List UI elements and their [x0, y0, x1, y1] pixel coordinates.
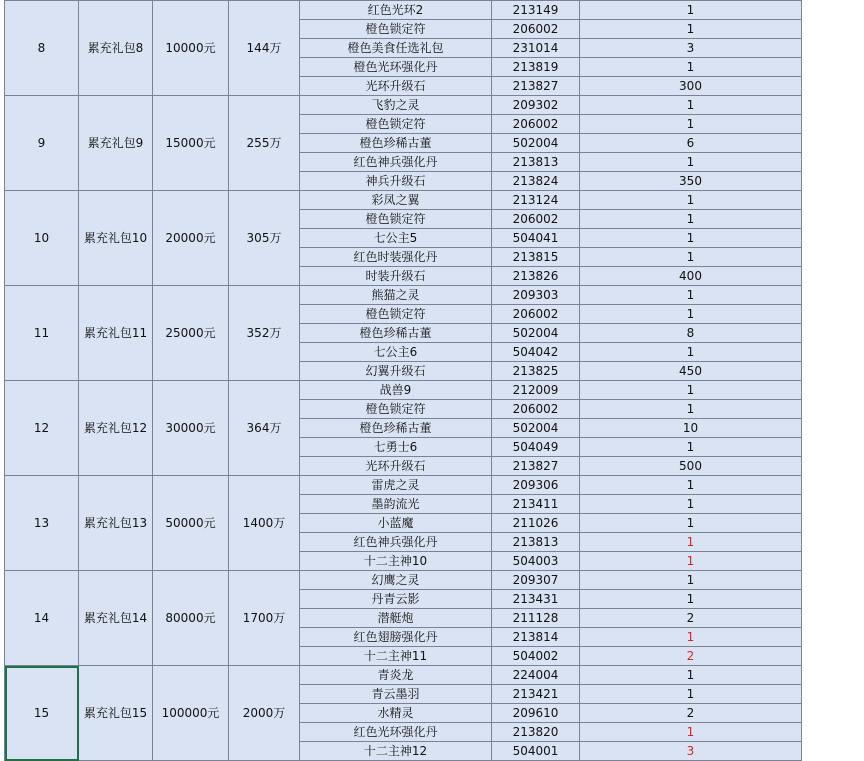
- item-id-cell[interactable]: 206002: [492, 115, 580, 134]
- item-id-cell[interactable]: 504049: [492, 438, 580, 457]
- item-qty-cell[interactable]: 2: [580, 704, 802, 723]
- item-name-cell[interactable]: 橙色锁定符: [300, 400, 492, 419]
- item-id-cell[interactable]: 211128: [492, 609, 580, 628]
- value-cell[interactable]: 255万: [229, 96, 300, 191]
- item-id-cell[interactable]: 209303: [492, 286, 580, 305]
- item-qty-cell[interactable]: 1: [580, 305, 802, 324]
- item-id-cell[interactable]: 212009: [492, 381, 580, 400]
- group-index-cell[interactable]: 15: [5, 666, 79, 761]
- item-qty-cell[interactable]: 1: [580, 571, 802, 590]
- item-id-cell[interactable]: 206002: [492, 305, 580, 324]
- item-qty-cell[interactable]: 1: [580, 476, 802, 495]
- item-name-cell[interactable]: 青炎龙: [300, 666, 492, 685]
- item-id-cell[interactable]: 211026: [492, 514, 580, 533]
- item-qty-cell[interactable]: 3: [580, 742, 802, 761]
- item-id-cell[interactable]: 504001: [492, 742, 580, 761]
- table-row: [5, 666, 802, 685]
- price-cell[interactable]: 10000元: [153, 1, 229, 96]
- item-id-cell[interactable]: 213826: [492, 267, 580, 286]
- item-name-cell[interactable]: 红色时装强化丹: [300, 248, 492, 267]
- item-name-cell[interactable]: 十二主神11: [300, 647, 492, 666]
- value-cell[interactable]: 2000万: [229, 666, 300, 761]
- item-qty-cell[interactable]: 1: [580, 495, 802, 514]
- item-name-cell[interactable]: 橙色锁定符: [300, 115, 492, 134]
- item-name-cell[interactable]: 小蓝魔: [300, 514, 492, 533]
- item-id-cell[interactable]: 209306: [492, 476, 580, 495]
- item-name-cell[interactable]: 飞豹之灵: [300, 96, 492, 115]
- group-index-cell[interactable]: 8: [5, 1, 79, 96]
- table-row: [5, 381, 802, 400]
- item-name-cell[interactable]: 七公主5: [300, 229, 492, 248]
- item-id-cell[interactable]: 213814: [492, 628, 580, 647]
- item-name-cell[interactable]: 橙色锁定符: [300, 305, 492, 324]
- price-cell[interactable]: 30000元: [153, 381, 229, 476]
- item-id-cell[interactable]: 213411: [492, 495, 580, 514]
- item-id-cell[interactable]: 504003: [492, 552, 580, 571]
- table-row: [5, 286, 802, 305]
- price-cell[interactable]: 50000元: [153, 476, 229, 571]
- item-qty-cell[interactable]: 6: [580, 134, 802, 153]
- item-name-cell[interactable]: 七公主6: [300, 343, 492, 362]
- item-name-cell[interactable]: 橙色美食任选礼包: [300, 39, 492, 58]
- item-qty-cell[interactable]: 1: [580, 590, 802, 609]
- item-qty-cell[interactable]: 1: [580, 229, 802, 248]
- package-name-cell[interactable]: 累充礼包13: [79, 476, 153, 571]
- table-body: [5, 1, 802, 761]
- value-cell[interactable]: 1400万: [229, 476, 300, 571]
- item-id-cell[interactable]: 502004: [492, 419, 580, 438]
- item-qty-cell[interactable]: 1: [580, 552, 802, 571]
- item-id-cell[interactable]: 502004: [492, 134, 580, 153]
- price-cell[interactable]: 20000元: [153, 191, 229, 286]
- item-id-cell[interactable]: 213827: [492, 77, 580, 96]
- item-id-cell[interactable]: 209302: [492, 96, 580, 115]
- package-name-cell[interactable]: 累充礼包14: [79, 571, 153, 666]
- item-name-cell[interactable]: 神兵升级石: [300, 172, 492, 191]
- item-qty-cell[interactable]: 1: [580, 96, 802, 115]
- item-id-cell[interactable]: 206002: [492, 20, 580, 39]
- item-id-cell[interactable]: 206002: [492, 210, 580, 229]
- package-name-cell[interactable]: 累充礼包11: [79, 286, 153, 381]
- item-name-cell[interactable]: 橙色光环强化丹: [300, 58, 492, 77]
- item-id-cell[interactable]: 504002: [492, 647, 580, 666]
- package-name-cell[interactable]: 累充礼包12: [79, 381, 153, 476]
- value-cell[interactable]: 305万: [229, 191, 300, 286]
- item-qty-cell[interactable]: 1: [580, 115, 802, 134]
- item-name-cell[interactable]: 红色光环强化丹: [300, 723, 492, 742]
- item-qty-cell[interactable]: 10: [580, 419, 802, 438]
- item-id-cell[interactable]: 502004: [492, 324, 580, 343]
- item-id-cell[interactable]: 213421: [492, 685, 580, 704]
- item-qty-cell[interactable]: 1: [580, 58, 802, 77]
- group-index-cell[interactable]: 11: [5, 286, 79, 381]
- table-row: [5, 571, 802, 590]
- item-id-cell[interactable]: 209610: [492, 704, 580, 723]
- item-name-cell[interactable]: 七勇士6: [300, 438, 492, 457]
- item-id-cell[interactable]: 213813: [492, 153, 580, 172]
- item-name-cell[interactable]: 丹青云影: [300, 590, 492, 609]
- item-qty-cell[interactable]: 1: [580, 343, 802, 362]
- item-qty-cell[interactable]: 1: [580, 685, 802, 704]
- value-cell[interactable]: 352万: [229, 286, 300, 381]
- item-qty-cell[interactable]: 1: [580, 1, 802, 20]
- item-name-cell[interactable]: 橙色锁定符: [300, 20, 492, 39]
- item-qty-cell[interactable]: 1: [580, 628, 802, 647]
- item-id-cell[interactable]: 213820: [492, 723, 580, 742]
- item-qty-cell[interactable]: 3: [580, 39, 802, 58]
- item-qty-cell[interactable]: 1: [580, 191, 802, 210]
- item-qty-cell[interactable]: 1: [580, 666, 802, 685]
- value-cell[interactable]: 1700万: [229, 571, 300, 666]
- item-name-cell[interactable]: 十二主神10: [300, 552, 492, 571]
- value-cell[interactable]: 364万: [229, 381, 300, 476]
- item-name-cell[interactable]: 橙色锁定符: [300, 210, 492, 229]
- item-id-cell[interactable]: 504042: [492, 343, 580, 362]
- item-qty-cell[interactable]: 500: [580, 457, 802, 476]
- item-name-cell[interactable]: 橙色珍稀古董: [300, 134, 492, 153]
- item-qty-cell[interactable]: 1: [580, 400, 802, 419]
- item-qty-cell[interactable]: 1: [580, 153, 802, 172]
- table-row: [5, 1, 802, 20]
- price-cell[interactable]: 100000元: [153, 666, 229, 761]
- item-id-cell[interactable]: 224004: [492, 666, 580, 685]
- item-name-cell[interactable]: 光环升级石: [300, 77, 492, 96]
- item-id-cell[interactable]: 213813: [492, 533, 580, 552]
- item-id-cell[interactable]: 213825: [492, 362, 580, 381]
- item-qty-cell[interactable]: 1: [580, 514, 802, 533]
- item-id-cell[interactable]: 213819: [492, 58, 580, 77]
- item-qty-cell[interactable]: 1: [580, 210, 802, 229]
- package-name-cell[interactable]: 累充礼包15: [79, 666, 153, 761]
- item-name-cell[interactable]: 红色翅膀强化丹: [300, 628, 492, 647]
- item-name-cell[interactable]: 潜艇炮: [300, 609, 492, 628]
- item-id-cell[interactable]: 231014: [492, 39, 580, 58]
- item-qty-cell[interactable]: 400: [580, 267, 802, 286]
- package-name-cell[interactable]: 累充礼包10: [79, 191, 153, 286]
- group-index-cell[interactable]: 12: [5, 381, 79, 476]
- item-qty-cell[interactable]: 8: [580, 324, 802, 343]
- item-name-cell[interactable]: 橙色珍稀古董: [300, 324, 492, 343]
- item-qty-cell[interactable]: 1: [580, 438, 802, 457]
- item-qty-cell[interactable]: 1: [580, 20, 802, 39]
- item-id-cell[interactable]: 209307: [492, 571, 580, 590]
- item-name-cell[interactable]: 红色光环2: [300, 1, 492, 20]
- package-name-cell[interactable]: 累充礼包9: [79, 96, 153, 191]
- package-name-cell[interactable]: 累充礼包8: [79, 1, 153, 96]
- item-qty-cell[interactable]: 2: [580, 647, 802, 666]
- item-id-cell[interactable]: 213827: [492, 457, 580, 476]
- item-name-cell[interactable]: 雷虎之灵: [300, 476, 492, 495]
- item-qty-cell[interactable]: 1: [580, 723, 802, 742]
- price-cell[interactable]: 25000元: [153, 286, 229, 381]
- item-name-cell[interactable]: 青云墨羽: [300, 685, 492, 704]
- group-index-cell[interactable]: 9: [5, 96, 79, 191]
- group-index-cell[interactable]: 13: [5, 476, 79, 571]
- item-name-cell[interactable]: 十二主神12: [300, 742, 492, 761]
- group-index-cell[interactable]: 14: [5, 571, 79, 666]
- value-cell[interactable]: 144万: [229, 1, 300, 96]
- item-name-cell[interactable]: 水精灵: [300, 704, 492, 723]
- item-name-cell[interactable]: 幻翼升级石: [300, 362, 492, 381]
- reward-table: [4, 0, 802, 761]
- item-id-cell[interactable]: 213815: [492, 248, 580, 267]
- item-name-cell[interactable]: 时装升级石: [300, 267, 492, 286]
- item-qty-cell[interactable]: 2: [580, 609, 802, 628]
- table-row: [5, 191, 802, 210]
- item-qty-cell[interactable]: 1: [580, 248, 802, 267]
- item-name-cell[interactable]: 橙色珍稀古董: [300, 419, 492, 438]
- item-qty-cell[interactable]: 1: [580, 286, 802, 305]
- item-id-cell[interactable]: 213149: [492, 1, 580, 20]
- item-name-cell[interactable]: 战兽9: [300, 381, 492, 400]
- item-name-cell[interactable]: 红色神兵强化丹: [300, 533, 492, 552]
- item-name-cell[interactable]: 红色神兵强化丹: [300, 153, 492, 172]
- item-id-cell[interactable]: 213824: [492, 172, 580, 191]
- item-name-cell[interactable]: 光环升级石: [300, 457, 492, 476]
- item-qty-cell[interactable]: 350: [580, 172, 802, 191]
- table-row: [5, 476, 802, 495]
- item-name-cell[interactable]: 彩凤之翼: [300, 191, 492, 210]
- item-name-cell[interactable]: 熊猫之灵: [300, 286, 492, 305]
- item-id-cell[interactable]: 213431: [492, 590, 580, 609]
- item-name-cell[interactable]: 墨韵流光: [300, 495, 492, 514]
- group-index-cell[interactable]: 10: [5, 191, 79, 286]
- item-name-cell[interactable]: 幻鹰之灵: [300, 571, 492, 590]
- item-id-cell[interactable]: 206002: [492, 400, 580, 419]
- item-qty-cell[interactable]: 450: [580, 362, 802, 381]
- table-row: [5, 96, 802, 115]
- item-qty-cell[interactable]: 1: [580, 381, 802, 400]
- item-id-cell[interactable]: 213124: [492, 191, 580, 210]
- price-cell[interactable]: 80000元: [153, 571, 229, 666]
- item-id-cell[interactable]: 504041: [492, 229, 580, 248]
- item-qty-cell[interactable]: 300: [580, 77, 802, 96]
- price-cell[interactable]: 15000元: [153, 96, 229, 191]
- item-qty-cell[interactable]: 1: [580, 533, 802, 552]
